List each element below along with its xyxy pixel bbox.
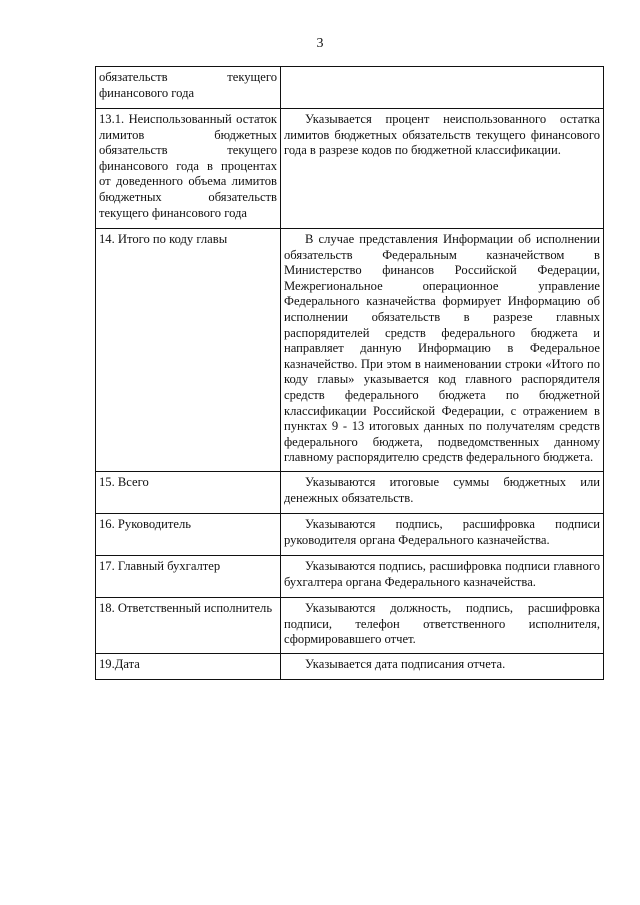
table-row xyxy=(96,555,604,597)
row-description xyxy=(281,67,604,109)
row-description: Указывается дата подписания отчета. xyxy=(281,653,604,679)
row-description: Указывается процент неиспользованного остатка лимитов бюджетных обязательств текущего финансового года в разрезе кодов по бюджетной классификации. xyxy=(281,109,604,229)
row-description: В случае представления Информации об исполнении обязательств Федеральным казначейством в Министерство финансов Российской Федерации, Межрегиональное операционное управление Федерального казначейства формирует Информацию об исполнении обязательств в разрезе главных распорядителей средств федерального бюджета и направляет данную Информацию в Федеральное казначейство. При этом в наименовании строки «Итого по коду главы» указывается код главного распорядителя средств федерального бюджета по бюджетной классификации Российской Федерации, с отражением в пунктах 9 - 13 итоговых данных по получателям средств федерального бюджета, подведомственных данному главному распорядителю средств федерального бюджета. xyxy=(281,229,604,472)
row-label: 16. Руководитель xyxy=(96,513,281,555)
row-label: обязательств текущего финансового года xyxy=(96,67,281,109)
table-row xyxy=(96,653,604,679)
row-description: Указываются подпись, расшифровка подписи главного бухгалтера органа Федерального казначейства. xyxy=(281,555,604,597)
table-row xyxy=(96,513,604,555)
row-label: 17. Главный бухгалтер xyxy=(96,555,281,597)
row-description: Указываются подпись, расшифровка подписи руководителя органа Федерального казначейства. xyxy=(281,513,604,555)
table-row xyxy=(96,229,604,472)
table-row xyxy=(96,67,604,109)
table-row xyxy=(96,471,604,513)
row-label: 14. Итого по коду главы xyxy=(96,229,281,472)
instructions-table xyxy=(95,66,604,680)
table-row xyxy=(96,109,604,229)
row-label: 18. Ответственный исполнитель xyxy=(96,597,281,653)
row-label: 15. Всего xyxy=(96,471,281,513)
page-number: 3 xyxy=(316,36,324,51)
table-row xyxy=(96,597,604,653)
row-label: 19.Дата xyxy=(96,653,281,679)
row-description: Указываются должность, подпись, расшифровка подписи, телефон ответственного исполнителя, сформировавшего отчет. xyxy=(281,597,604,653)
row-description: Указываются итоговые суммы бюджетных или денежных обязательств. xyxy=(281,471,604,513)
row-label: 13.1. Неиспользованный остаток лимитов бюджетных обязательств текущего финансового года в процентах от доведенного объема лимитов бюджетных обязательств текущего финансового года xyxy=(96,109,281,229)
